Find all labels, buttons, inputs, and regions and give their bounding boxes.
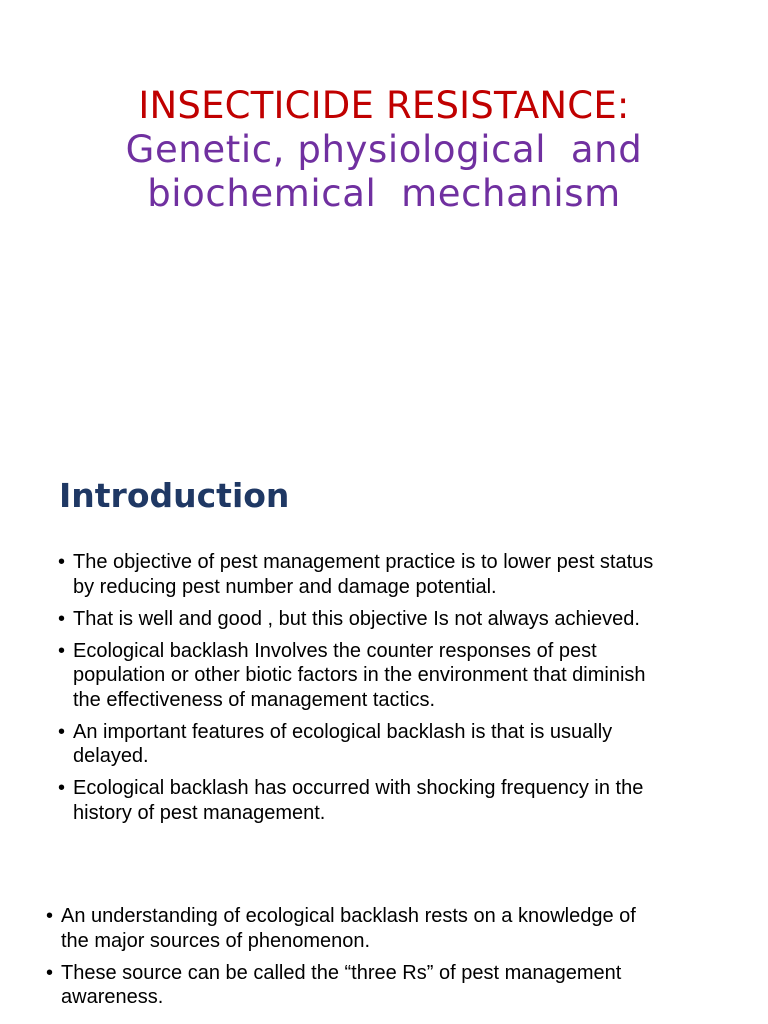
- bullet-text: An understanding of ecological backlash rests on a knowledge of the major sources of phenomenon.: [61, 905, 636, 952]
- introduction-heading: Introduction: [59, 476, 290, 515]
- bullet-text: An important features of ecological backlash is that is usually delayed.: [73, 720, 613, 767]
- bullet-icon: •: [58, 720, 66, 743]
- bullet-text: Ecological backlash Involves the counter responses of pest population or other biotic factors in the environment that diminish the effectiveness of management tactics.: [73, 639, 646, 711]
- introduction-bullet-list: [58, 550, 738, 833]
- title-slide: [0, 84, 768, 216]
- bullet-icon: •: [46, 905, 54, 927]
- slide-subtitle-line-1: Genetic, physiological and: [125, 128, 643, 171]
- bullet-text: That is well and good , but this objective Is not always achieved.: [73, 607, 640, 630]
- list-item: [58, 550, 738, 599]
- bullet-text: Ecological backlash has occurred with shocking frequency in the history of pest management.: [73, 777, 644, 824]
- next-slide-bullet-list: [46, 904, 746, 1017]
- list-item: [58, 607, 738, 632]
- list-item: [46, 961, 746, 1010]
- bullet-icon: •: [58, 607, 66, 630]
- list-item: [58, 639, 738, 713]
- bullet-icon: •: [46, 961, 54, 984]
- bullet-icon: •: [58, 639, 66, 662]
- list-item: [58, 720, 738, 769]
- bullet-icon: •: [58, 777, 66, 799]
- bullet-icon: •: [58, 551, 66, 573]
- bullet-text: The objective of pest management practice is to lower pest status by reducing pest number and damage potential.: [73, 551, 654, 598]
- slide-title: INSECTICIDE RESISTANCE:: [138, 84, 630, 127]
- list-item: [58, 776, 738, 825]
- slide-subtitle-line-2: biochemical mechanism: [147, 172, 621, 215]
- list-item: [46, 904, 746, 953]
- bullet-text: These source can be called the “three Rs” of pest management awareness.: [61, 961, 622, 1008]
